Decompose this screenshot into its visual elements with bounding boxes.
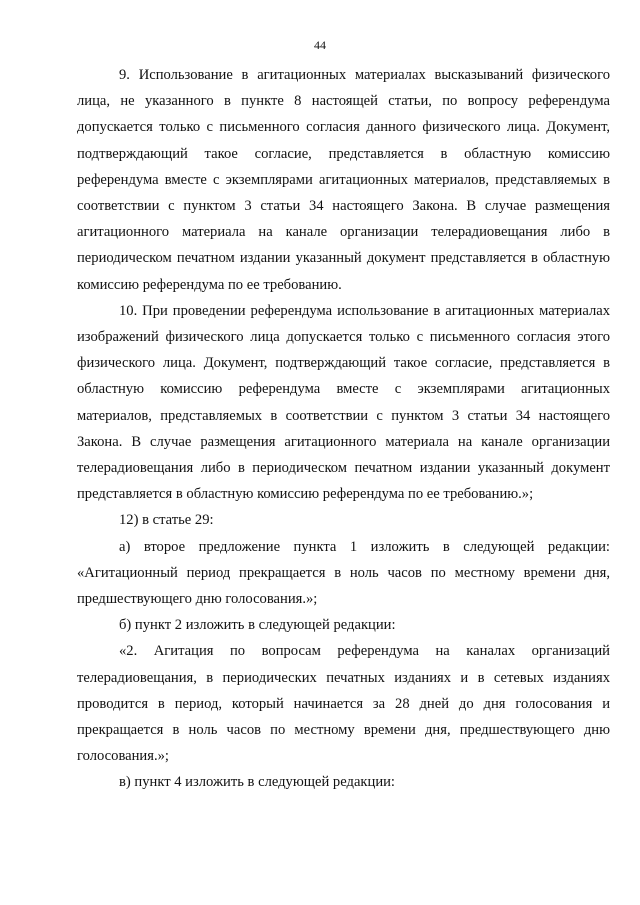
paragraph-subitem-b: б) пункт 2 изложить в следующей редакции: — [119, 617, 396, 634]
document-body — [77, 62, 610, 796]
paragraph-item-9: 9. Использование в агитационных материалах высказываний физического лица, не указанного в пункте 8 настоящей статьи, по вопросу референдума допускается только с письменного согласия данного физического лица. Документ, подтверждающий такое согласие, представляется в областную комиссию референдума вместе с экземплярами агитационных материалов, представляемых в соответствии с пунктом 3 статьи 34 настоящего Закона. В случае размещения агитационного материала на канале организации телерадиовещания либо в периодическом печатном издании указанный документ представляется в областную комиссию референдума по ее требованию. — [77, 67, 610, 293]
page-number: 44 — [314, 38, 326, 52]
paragraph-item-10: 10. При проведении референдума использование в агитационных материалах изображений физического лица допускается только с письменного согласия этого физического лица. Документ, подтверждающий такое согласие, представляется в областную комиссию референдума вместе с экземплярами агитационных материалов, представляемых в соответствии с пунктом 3 статьи 34 настоящего Закона. В случае размещения агитационного материала на канале организации телерадиовещания либо в периодическом печатном издании указанный документ представляется в областную комиссию референдума по ее требованию.»; — [77, 302, 610, 503]
paragraph-subitem-a: а) второе предложение пункта 1 изложить в следующей редакции: «Агитационный период прекращается в ноль часов по местному времени дня, предшествующего дню голосования.»; — [77, 538, 610, 608]
paragraph-subitem-v: в) пункт 4 изложить в следующей редакции: — [119, 774, 395, 791]
paragraph-quoted-item-2: «2. Агитация по вопросам референдума на каналах организаций телерадиовещания, в периодических печатных изданиях и в сетевых изданиях проводится в период, который начинается за 28 дней до дня голосования и прекращается в ноль часов по местному времени дня, предшествующего дню голосования.»; — [77, 643, 610, 765]
paragraph-amendment-12: 12) в статье 29: — [119, 512, 214, 529]
